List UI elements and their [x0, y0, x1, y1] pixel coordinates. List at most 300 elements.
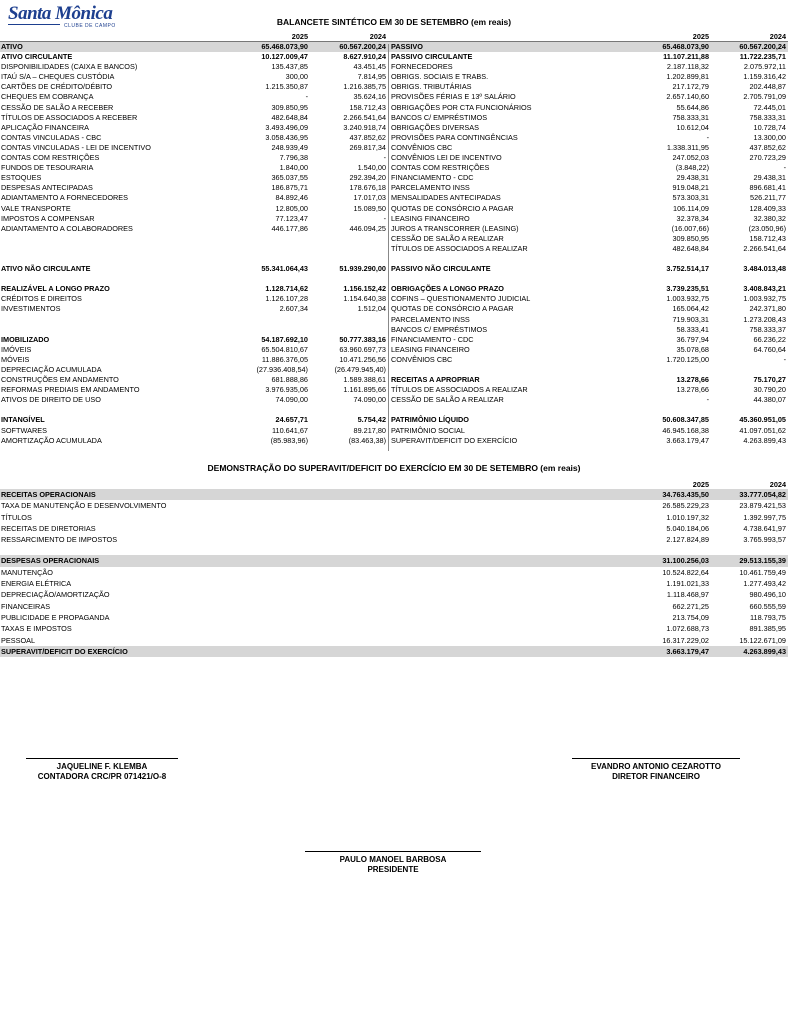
demo-value-current: 3.663.179,47 [666, 646, 709, 656]
asset-label: FUNDOS DE TESOURARIA [1, 163, 94, 173]
demo-row [0, 612, 788, 623]
demo-row [0, 555, 788, 566]
demo-value-previous: 1.277.493,42 [743, 579, 786, 589]
signature-finance-director [572, 758, 740, 782]
balance-row [0, 355, 788, 365]
balance-row [0, 365, 788, 375]
liability-label: QUOTAS DE CONSÓRCIO A PAGAR [391, 304, 514, 314]
liability-label: SUPERAVIT/DEFICIT DO EXERCÍCIO [391, 435, 518, 445]
asset-value-previous: 1.512,04 [357, 304, 386, 314]
signature-name: JAQUELINE F. KLEMBA [56, 762, 148, 771]
liability-value-previous: 270.723,29 [749, 153, 786, 163]
demo-value-previous: 891.385,95 [749, 624, 786, 634]
demo-label: DESPESAS OPERACIONAIS [1, 556, 100, 566]
demo-value-previous: 4.738.641,97 [743, 523, 786, 533]
balance-row [0, 123, 788, 133]
liability-value-previous: 437.852,62 [749, 142, 786, 152]
demo-label: TAXAS E IMPOSTOS [1, 624, 72, 634]
asset-value-previous: 63.960.697,73 [339, 344, 386, 354]
demo-label: PESSOAL [1, 635, 36, 645]
liability-value-previous: 75.170,27 [753, 375, 786, 385]
demo-rows [0, 489, 788, 657]
demo-value-current: 213.754,09 [672, 612, 709, 622]
liability-label: PASSIVO CIRCULANTE [391, 52, 473, 62]
liability-label: PROVISÕES FÉRIAS E 13º SALÁRIO [391, 92, 516, 102]
asset-value-previous: 15.089,50 [353, 203, 386, 213]
asset-value-previous: 1.216.385,75 [343, 82, 386, 92]
asset-value-previous: 1.156.152,42 [343, 284, 386, 294]
liability-label: FINANCIAMENTO - CDC [391, 334, 474, 344]
balance-row [0, 395, 788, 405]
demo-row [0, 635, 788, 646]
balance-row [0, 163, 788, 173]
balance-row [0, 133, 788, 143]
liability-value-previous: 1.273.208,43 [743, 314, 786, 324]
demo-label: SUPERAVIT/DEFICIT DO EXERCÍCIO [1, 646, 128, 656]
liability-value-current: 2.657.140,60 [666, 92, 709, 102]
asset-value-previous: 10.471.256,56 [339, 354, 386, 364]
liability-label: CONVÊNIOS CBC [391, 142, 453, 152]
demo-value-previous: 15.122.671,09 [739, 635, 786, 645]
asset-value-previous: 3.240.918,74 [343, 122, 386, 132]
balance-row [0, 426, 788, 436]
liability-label: MENSALIDADES ANTECIPADAS [391, 193, 501, 203]
asset-label: DISPONIBILIDADES (CAIXA E BANCOS) [1, 62, 138, 72]
asset-label: INTANGÍVEL [1, 415, 45, 425]
asset-label: MÓVEIS [1, 354, 30, 364]
signature-role: PRESIDENTE [367, 865, 419, 874]
demo-year-current: 2025 [692, 480, 709, 489]
liability-label: PARCELAMENTO INSS [391, 314, 470, 324]
liability-label: PATRIMÔNIO LÍQUIDO [391, 415, 469, 425]
balance-row [0, 173, 788, 183]
asset-value-current: 54.187.692,10 [261, 334, 308, 344]
liability-value-previous: 128.409,33 [749, 203, 786, 213]
signature-name: EVANDRO ANTONIO CEZAROTTO [591, 762, 721, 771]
asset-value-previous: 35.624,16 [353, 92, 386, 102]
liability-value-previous: 2.075.972,11 [743, 62, 786, 72]
asset-value-current: 110.641,67 [272, 425, 308, 435]
liability-value-previous: 45.360.951,05 [739, 415, 786, 425]
asset-label: CESSÃO DE SALÃO A RECEBER [1, 102, 114, 112]
liability-value-current: 3.663.179,47 [666, 435, 709, 445]
balance-row [0, 345, 788, 355]
demo-value-current: 16.317.229,02 [662, 635, 709, 645]
asset-label: IMOBILIZADO [1, 334, 50, 344]
liability-value-current: (16.007,66) [671, 223, 709, 233]
asset-label: ADIANTAMENTO A FORNECEDORES [1, 193, 129, 203]
liability-label: CONTAS COM RESTRIÇÕES [391, 163, 490, 173]
balance-row [0, 72, 788, 82]
signature-line [26, 758, 178, 759]
asset-value-previous: - [383, 213, 386, 223]
demo-value-current: 1.072.688,73 [666, 624, 709, 634]
demo-value-current: 31.100.256,03 [662, 556, 709, 566]
demo-value-current: 1.118.468,97 [666, 590, 709, 600]
asset-value-current: 3.058.436,95 [265, 132, 308, 142]
balance-sheet [0, 30, 788, 446]
liability-value-current: 3.752.514,17 [666, 264, 709, 274]
asset-label: DESPESAS ANTECIPADAS [1, 183, 93, 193]
balance-row [0, 304, 788, 314]
column-divider [388, 44, 389, 451]
demo-row [0, 601, 788, 612]
liability-value-current: 29.438,31 [676, 173, 709, 183]
balance-row [0, 385, 788, 395]
balance-row [0, 113, 788, 123]
liability-value-current: 919.048,21 [672, 183, 709, 193]
liability-value-current: 36.797,94 [676, 334, 709, 344]
asset-label: CONSTRUÇÕES EM ANDAMENTO [1, 375, 119, 385]
liability-value-previous: 10.728,74 [753, 122, 786, 132]
demo-value-current: 662.271,25 [672, 601, 709, 611]
asset-value-previous: 1.161.895,66 [343, 385, 386, 395]
asset-value-current: 65.468.073,90 [261, 42, 308, 51]
demo-label: MANUTENÇÃO [1, 567, 53, 577]
liability-label: CESSÃO DE SALÃO A REALIZAR [391, 395, 504, 405]
demo-row [0, 623, 788, 634]
year-header-right-previous: 2024 [769, 32, 786, 41]
signature-role: CONTADORA CRC/PR 071421/O-8 [37, 772, 167, 781]
balance-row [0, 82, 788, 92]
balance-row [0, 214, 788, 224]
asset-label: REALIZÁVEL A LONGO PRAZO [1, 284, 110, 294]
demo-row [0, 489, 788, 500]
asset-value-current: 2.607,34 [279, 304, 308, 314]
liability-value-previous: 29.438,31 [753, 173, 786, 183]
demo-value-current: 26.585.229,23 [662, 501, 709, 511]
asset-value-previous: 51.939.290,00 [339, 264, 386, 274]
liability-value-previous: 1.159.316,42 [743, 72, 786, 82]
liability-value-previous: 202.448,87 [749, 82, 786, 92]
liability-value-current: 11.107.211,88 [663, 52, 709, 62]
asset-value-previous: 50.777.383,16 [339, 334, 386, 344]
liability-label: COFINS – QUESTIONAMENTO JUDICIAL [391, 294, 531, 304]
asset-label: SOFTWARES [1, 425, 47, 435]
asset-value-previous: 2.266.541,64 [343, 112, 386, 122]
demo-label: RECEITAS DE DIRETORIAS [1, 523, 96, 533]
liability-label: PASSIVO NÃO CIRCULANTE [391, 264, 491, 274]
asset-value-previous: 178.676,18 [349, 183, 386, 193]
liability-label: TÍTULOS DE ASSOCIADOS A REALIZAR [391, 243, 528, 253]
liability-label: OBRIGAÇÕES DIVERSAS [391, 122, 479, 132]
asset-value-current: 55.341.064,43 [261, 264, 308, 274]
liability-value-previous: 242.371,80 [749, 304, 786, 314]
demo-value-previous: 33.777.054,82 [739, 490, 786, 499]
liability-value-current: 217.172,79 [672, 82, 709, 92]
demo-row [0, 534, 788, 545]
liability-label: BANCOS C/ EMPRÉSTIMOS [391, 324, 488, 334]
demo-value-current: 1.191.021,33 [666, 579, 709, 589]
balance-row [0, 224, 788, 234]
asset-label: REFORMAS PREDIAIS EM ANDAMENTO [1, 385, 140, 395]
asset-value-current: 11.886.376,05 [261, 354, 308, 364]
asset-label: TÍTULOS DE ASSOCIADOS A RECEBER [1, 112, 138, 122]
balance-header [0, 30, 788, 42]
balance-row [0, 264, 788, 274]
balance-title: BALANCETE SINTÉTICO EM 30 DE SETEMBRO (em reais) [276, 17, 512, 27]
liability-value-current: - [706, 395, 709, 405]
demo-row [0, 578, 788, 589]
liability-label: BANCOS C/ EMPRÉSTIMOS [391, 112, 488, 122]
asset-label: ATIVO CIRCULANTE [1, 52, 73, 62]
demo-value-previous: 118.793,75 [750, 612, 786, 622]
balance-row [0, 52, 788, 62]
liability-value-current: 58.333,41 [676, 324, 709, 334]
liability-value-previous: 526.211,77 [750, 193, 786, 203]
asset-value-current: 482.648,84 [271, 112, 308, 122]
liability-value-current: 247.052,03 [672, 153, 709, 163]
balance-row [0, 375, 788, 385]
signature-line [572, 758, 740, 759]
demo-value-previous: 4.263.899,43 [743, 646, 786, 656]
signature-role: DIRETOR FINANCEIRO [612, 772, 700, 781]
signature-accountant [26, 758, 178, 782]
liability-value-previous: 60.567.200,24 [739, 42, 786, 51]
asset-value-current: 248.939,49 [271, 142, 308, 152]
asset-value-current: 681.888,86 [271, 375, 308, 385]
demo-label: TÍTULOS [1, 512, 32, 522]
liability-value-previous: 2.705.791,09 [743, 92, 786, 102]
asset-label: VALE TRANSPORTE [1, 203, 71, 213]
liability-value-current: 106.114,09 [673, 203, 709, 213]
demo-value-current: 1.010.197,32 [666, 512, 709, 522]
year-header-left-previous: 2024 [369, 32, 386, 41]
liability-value-current: 55.644,86 [676, 102, 709, 112]
demo-label: DEPRECIAÇÃO/AMORTIZAÇÃO [1, 590, 110, 600]
balance-row [0, 92, 788, 102]
logo-subtitle: CLUBE DE CAMPO [64, 23, 116, 29]
balance-row [0, 193, 788, 203]
liability-label: CESSÃO DE SALÃO A REALIZAR [391, 233, 504, 243]
asset-label: APLICAÇÃO FINANCEIRA [1, 122, 89, 132]
balance-row [0, 294, 788, 304]
demo-value-previous: 23.879.421,53 [739, 501, 786, 511]
liability-value-previous: 896.681,41 [749, 183, 786, 193]
liability-value-previous: 30.790,20 [753, 385, 786, 395]
liability-label: RECEITAS A APROPRIAR [391, 375, 480, 385]
asset-value-current: 1.126.107,28 [265, 294, 308, 304]
asset-value-current: 300,00 [285, 72, 308, 82]
signature-line [305, 851, 481, 852]
asset-value-previous: 1.589.388,61 [343, 375, 386, 385]
demo-value-current: 34.763.435,50 [662, 490, 709, 499]
asset-value-previous: (26.479.945,40) [334, 365, 386, 374]
asset-value-current: - [305, 92, 308, 102]
liability-value-current: 3.739.235,51 [666, 284, 709, 294]
balance-row [0, 143, 788, 153]
liability-value-previous: 2.266.541,64 [743, 243, 786, 253]
demo-label: RECEITAS OPERACIONAIS [1, 490, 96, 499]
liability-value-previous: 64.760,64 [753, 344, 786, 354]
balance-row [0, 315, 788, 325]
liability-value-current: 50.608.347,85 [662, 415, 709, 425]
demo-year-previous: 2024 [769, 480, 786, 489]
demo-label: PUBLICIDADE E PROPAGANDA [1, 612, 110, 622]
balance-row [0, 325, 788, 335]
asset-label: ADIANTAMENTO A COLABORADORES [1, 223, 133, 233]
year-header-right-current: 2025 [692, 32, 709, 41]
asset-value-current: 10.127.009,47 [261, 52, 308, 62]
liability-value-current: 65.468.073,90 [662, 42, 709, 51]
liability-label: LEASING FINANCEIRO [391, 213, 470, 223]
asset-value-current: 1.215.350,87 [265, 82, 308, 92]
demo-row [0, 646, 788, 657]
asset-value-current: 1.128.714,62 [265, 284, 308, 294]
liability-label: FINANCIAMENTO - CDC [391, 173, 474, 183]
asset-label: IMPOSTOS A COMPENSAR [1, 213, 95, 223]
liability-value-current: - [706, 132, 709, 142]
liability-value-previous: 72.445,01 [753, 102, 786, 112]
liability-label: QUOTAS DE CONSÓRCIO A PAGAR [391, 203, 514, 213]
liability-value-previous: 11.722.235,71 [739, 52, 786, 62]
asset-value-previous: 5.754,42 [357, 415, 386, 425]
liability-value-current: 10.612,04 [676, 122, 709, 132]
liability-label: PATRIMÔNIO SOCIAL [391, 425, 465, 435]
liability-value-current: 719.903,31 [672, 314, 709, 324]
asset-label: DEPRECIAÇÃO ACUMULADA [1, 365, 102, 374]
liability-label: PASSIVO [391, 42, 423, 51]
asset-value-current: 74.090,00 [275, 395, 308, 405]
liability-label: OBRIGAÇÕES A LONGO PRAZO [391, 284, 504, 294]
asset-label: ESTOQUES [1, 173, 42, 183]
asset-label: IMÓVEIS [1, 344, 32, 354]
demo-value-current: 2.127.824,89 [666, 535, 709, 545]
liability-label: OBRIGAÇÕES POR CTA FUNCIONÁRIOS [391, 102, 532, 112]
liability-value-current: 309.850,95 [672, 233, 709, 243]
demo-row [0, 567, 788, 578]
asset-value-current: (85.983,96) [270, 435, 308, 445]
asset-value-current: 24.657,71 [275, 415, 308, 425]
balance-row [0, 436, 788, 446]
liability-value-previous: 44.380,07 [753, 395, 786, 405]
liability-value-previous: 13.300,00 [753, 132, 786, 142]
asset-value-previous: 17.017,03 [353, 193, 386, 203]
balance-row [0, 234, 788, 244]
balance-rows [0, 42, 788, 446]
asset-value-current: 84.892,46 [275, 193, 308, 203]
balance-row [0, 153, 788, 163]
asset-value-current: (27.936.408,54) [256, 365, 308, 374]
logo-name: Santa Mônica [8, 3, 113, 24]
demo-title: DEMONSTRAÇÃO DO SUPERAVIT/DEFICIT DO EXERCÍCIO EM 30 DE SETEMBRO (em reais) [207, 463, 581, 473]
demo-row [0, 512, 788, 523]
demo-header [0, 477, 788, 489]
asset-label: ITAÚ S/A – CHEQUES CUSTÓDIA [1, 72, 115, 82]
demo-label: FINANCEIRAS [1, 601, 51, 611]
liability-value-previous: 41.097.051,62 [739, 425, 786, 435]
asset-label: CARTÕES DE CRÉDITO/DÉBITO [1, 82, 113, 92]
asset-value-previous: 1.540,00 [357, 163, 386, 173]
demo-value-previous: 660.555,59 [749, 601, 786, 611]
asset-label: CONTAS VINCULADAS - LEI DE INCENTIVO [1, 142, 151, 152]
asset-label: ATIVOS DE DIREITO DE USO [1, 395, 101, 405]
liability-value-current: (3.848,22) [675, 163, 709, 173]
demo-value-previous: 3.765.993,57 [743, 535, 786, 545]
liability-value-previous: 758.333,37 [749, 324, 786, 334]
asset-value-previous: (83.463,38) [348, 435, 386, 445]
balance-row [0, 274, 788, 284]
asset-value-previous: 60.567.200,24 [339, 42, 386, 51]
liability-value-current: 13.278,66 [676, 385, 709, 395]
liability-value-current: 1.720.125,00 [666, 354, 709, 364]
liability-value-current: 2.187.118,32 [666, 62, 709, 72]
asset-value-previous: 437.852,62 [349, 132, 386, 142]
liability-value-previous: 1.003.932,75 [743, 294, 786, 304]
asset-label: ATIVO NÃO CIRCULANTE [1, 264, 91, 274]
asset-value-current: 3.976.935,06 [265, 385, 308, 395]
liability-value-current: 1.338.311,95 [666, 142, 709, 152]
asset-value-previous: 292.394,20 [349, 173, 386, 183]
liability-label: TÍTULOS DE ASSOCIADOS A REALIZAR [391, 385, 528, 395]
balance-row [0, 62, 788, 72]
asset-value-previous: 74.090,00 [353, 395, 386, 405]
balance-row [0, 254, 788, 264]
asset-value-current: 7.796,38 [279, 153, 308, 163]
balance-row [0, 415, 788, 425]
asset-value-current: 365.037,55 [271, 173, 308, 183]
asset-value-previous: 43.451,45 [353, 62, 386, 72]
signature-president [305, 851, 481, 875]
liability-value-previous: 3.484.013,48 [743, 264, 786, 274]
liability-value-current: 482.648,84 [672, 243, 709, 253]
demo-value-current: 5.040.184,06 [666, 523, 709, 533]
asset-label: CRÉDITOS E DIREITOS [1, 294, 82, 304]
balance-row [0, 183, 788, 193]
liability-value-current: 13.278,66 [676, 375, 709, 385]
demo-value-previous: 1.392.997,75 [743, 512, 786, 522]
asset-label: CONTAS VINCULADAS - CBC [1, 132, 102, 142]
asset-value-current: 77.123,47 [275, 213, 308, 223]
asset-value-current: 135.437,85 [271, 62, 308, 72]
liability-label: FORNECEDORES [391, 62, 453, 72]
liability-value-previous: 32.380,32 [753, 213, 786, 223]
liability-label: OBRIGS. SOCIAIS E TRABS. [391, 72, 489, 82]
asset-label: CONTAS COM RESTRIÇÕES [1, 153, 100, 163]
asset-label: AMORTIZAÇÃO ACUMULADA [1, 435, 102, 445]
liability-label: JUROS A TRANSCORRER (LEASING) [391, 223, 519, 233]
asset-value-current: 309.850,95 [271, 102, 308, 112]
liability-value-current: 1.202.899,81 [666, 72, 709, 82]
demo-value-previous: 980.496,10 [749, 590, 786, 600]
demo-row [0, 500, 788, 511]
liability-label: LEASING FINANCEIRO [391, 344, 470, 354]
liability-value-current: 758.333,31 [672, 112, 709, 122]
demo-label: ENERGIA ELÉTRICA [1, 579, 72, 589]
asset-value-previous: 89.217,80 [353, 425, 386, 435]
liability-value-previous: 3.408.843,21 [743, 284, 786, 294]
balance-row [0, 244, 788, 254]
asset-value-previous: - [383, 153, 386, 163]
asset-value-previous: 269.817,34 [349, 142, 386, 152]
balance-row [0, 284, 788, 294]
balance-row [0, 335, 788, 345]
asset-value-previous: 7.814,95 [357, 72, 386, 82]
liability-value-current: 32.378,34 [676, 213, 709, 223]
liability-value-current: 573.303,31 [672, 193, 709, 203]
liability-label: PROVISÕES PARA CONTINGÊNCIAS [391, 132, 518, 142]
liability-value-current: 1.003.932,75 [666, 294, 709, 304]
asset-label: INVESTIMENTOS [1, 304, 61, 314]
asset-value-current: 3.493.496,09 [265, 122, 308, 132]
asset-value-previous: 158.712,43 [349, 102, 386, 112]
liability-label: OBRIGS. TRIBUTÁRIAS [391, 82, 472, 92]
demo-label: TAXA DE MANUTENÇÃO E DESENVOLVIMENTO [1, 501, 167, 511]
liability-value-current: 165.064,42 [672, 304, 709, 314]
asset-value-current: 65.504.810,67 [261, 344, 308, 354]
liability-value-previous: 758.333,31 [749, 112, 786, 122]
asset-value-current: 1.840,00 [279, 163, 308, 173]
